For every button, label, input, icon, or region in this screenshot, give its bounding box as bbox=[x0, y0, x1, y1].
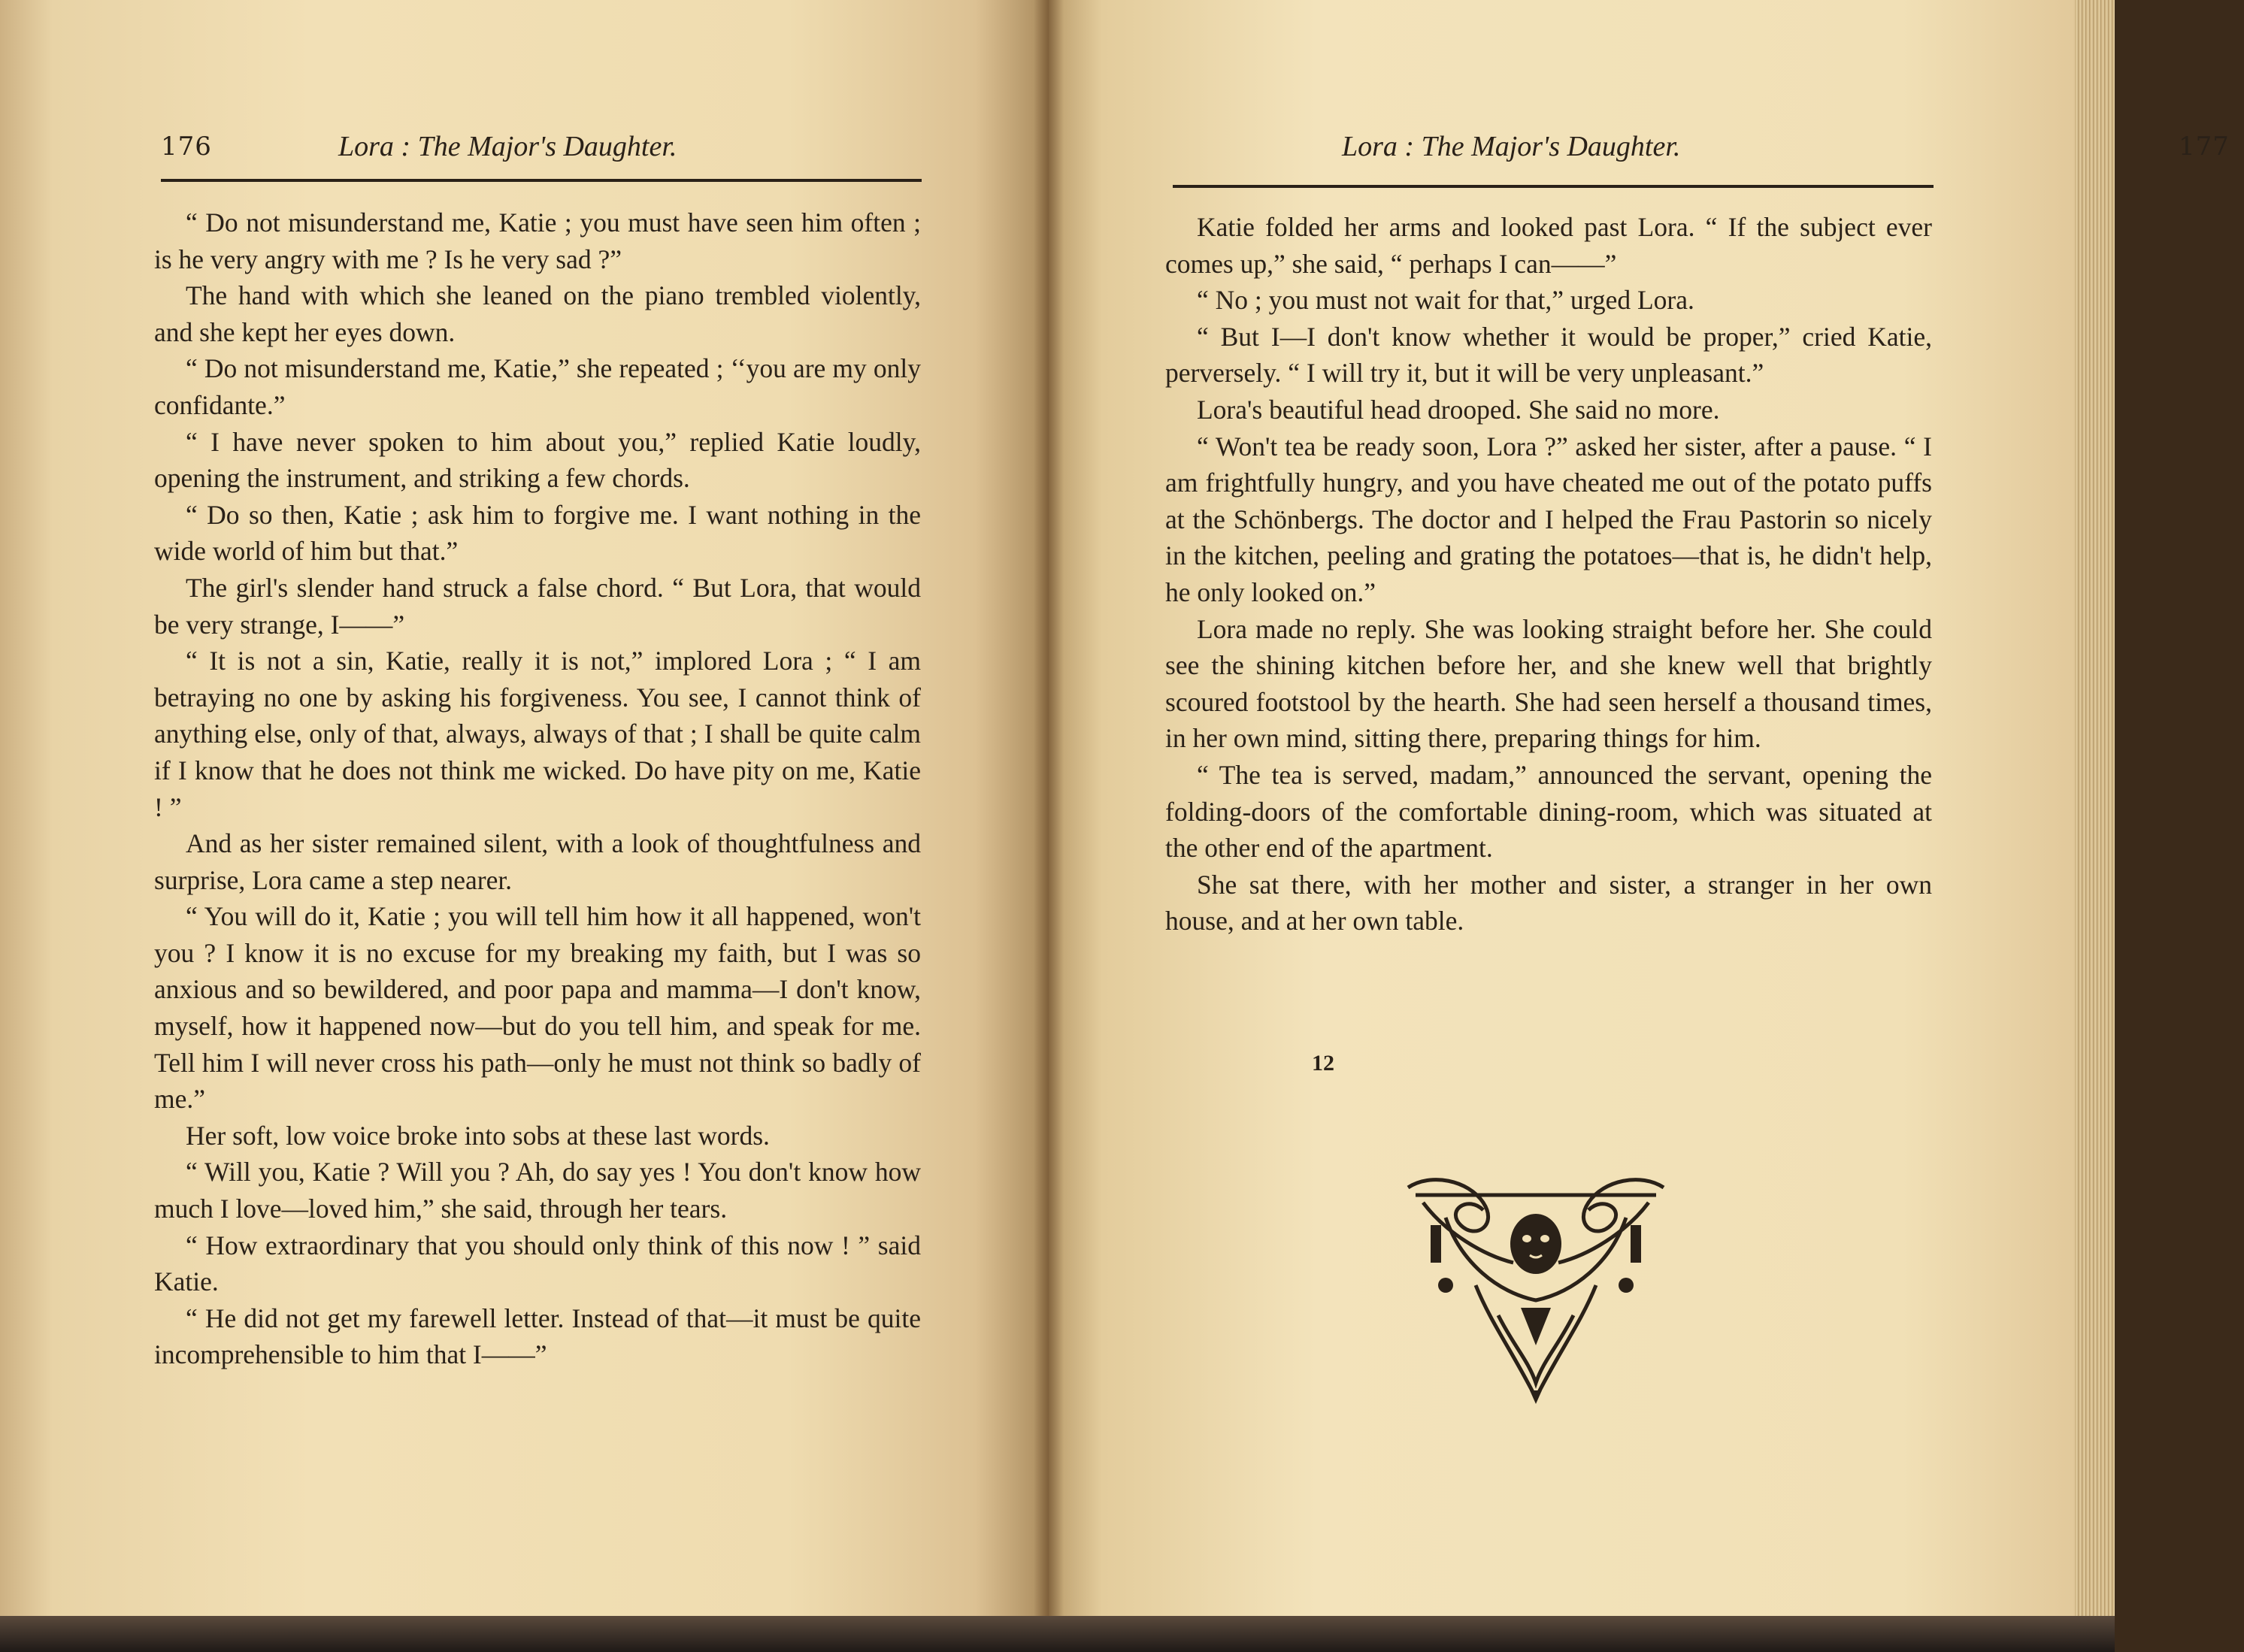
right-body-text bbox=[1165, 209, 1932, 939]
left-running-title: Lora : The Major's Daughter. bbox=[338, 131, 677, 162]
left-header bbox=[161, 124, 762, 169]
paragraph: The hand with which she leaned on the piano trembled violently, and she kept her eyes down. bbox=[154, 280, 921, 347]
paragraph: “ Won't tea be ready soon, Lora ?” asked her sister, after a pause. “ I am frightfully hungry, and you have cheated me out of the potato puffs at the Schönbergs. The doctor and I helped the Frau Pastorin so nicely in the kitchen, peeling and grating the potatoes—that is, he didn't help, he only looked on.” bbox=[1165, 431, 1932, 607]
paragraph: “ Do not misunderstand me, Katie ; you must have seen him often ; is he very angry with me ? Is he very sad ?” bbox=[154, 207, 921, 274]
page-edges bbox=[2075, 0, 2115, 1623]
paragraph: “ He did not get my farewell letter. Instead of that—it must be quite incomprehensible to him that I——” bbox=[154, 1303, 921, 1370]
paragraph: And as her sister remained silent, with a look of thoughtfulness and surprise, Lora came a step nearer. bbox=[154, 828, 921, 895]
right-page bbox=[1049, 0, 2230, 1623]
paragraph: “ I have never spoken to him about you,” replied Katie loudly, opening the instrument, and striking a few chords. bbox=[154, 426, 921, 494]
paragraph: The girl's slender hand struck a false chord. “ But Lora, that would be very strange, I——” bbox=[154, 572, 921, 640]
paragraph: “ The tea is served, madam,” announced the servant, opening the folding-doors of the comfortable dining-room, which was situated at the other end of the apartment. bbox=[1165, 759, 1932, 864]
paragraph: “ Do so then, Katie ; ask him to forgive me. I want nothing in the wide world of him but that.” bbox=[154, 499, 921, 567]
left-body-text bbox=[154, 204, 921, 1373]
paragraph: “ How extraordinary that you should only think of this now ! ” said Katie. bbox=[154, 1230, 921, 1297]
paragraph: Lora made no reply. She was looking straight before her. She could see the shining kitchen before her, and she knew well that brightly scoured footstool by the hearth. She had seen herself a thousand times, in her own mind, sitting there, preparing things for him. bbox=[1165, 613, 1932, 754]
paragraph: “ No ; you must not wait for that,” urged Lora. bbox=[1197, 285, 1694, 316]
left-page-number: 176 bbox=[161, 132, 212, 162]
paragraph: “ Do not misunderstand me, Katie,” she repeated ; ‘‘you are my only confidante.” bbox=[154, 353, 921, 420]
paragraph: Her soft, low voice broke into sobs at these last words. bbox=[186, 1120, 770, 1151]
left-header-rule bbox=[161, 179, 922, 182]
book-bottom-edge bbox=[0, 1616, 2115, 1652]
paragraph: “ You will do it, Katie ; you will tell him how it all happened, won't you ? I know it is no excuse for my breaking my faith, but I was so anxious and so bewildered, and poor papa and mamma—I don't know, myself, how it happened now—but do you tell him, and speak for me. Tell him I will never cross his path—only he must not think so badly of me.” bbox=[154, 901, 921, 1115]
paragraph: “ But I—I don't know whether it would be proper,” cried Katie, perversely. “ I will try it, but it will be very unpleasant.” bbox=[1165, 321, 1932, 389]
right-page-number: 177 bbox=[2179, 132, 2230, 162]
right-running-title: Lora : The Major's Daughter. bbox=[1342, 131, 1681, 162]
paragraph: Lora's beautiful head drooped. She said no more. bbox=[1197, 394, 1720, 425]
paragraph: “ Will you, Katie ? Will you ? Ah, do say yes ! You don't know how much I love—loved him,” she said, through her tears. bbox=[154, 1157, 921, 1224]
tailpiece-ornament-icon bbox=[1401, 1172, 1671, 1405]
paragraph: Katie folded her arms and looked past Lora. “ If the subject ever comes up,” she said, “ perhaps I can——” bbox=[1165, 212, 1932, 279]
left-page bbox=[0, 0, 1049, 1623]
right-header-rule bbox=[1173, 185, 1934, 188]
signature-mark: 12 bbox=[1312, 1051, 1334, 1076]
paragraph: “ It is not a sin, Katie, really it is not,” implored Lora ; “ I am betraying no one by asking his forgiveness. You see, I cannot think of anything else, only of that, always, always of that ; I shall be quite calm if I know that he does not think me wicked. Do have pity on me, Katie ! ” bbox=[154, 646, 921, 822]
paragraph: She sat there, with her mother and sister, a stranger in her own house, and at her own table. bbox=[1165, 869, 1932, 936]
